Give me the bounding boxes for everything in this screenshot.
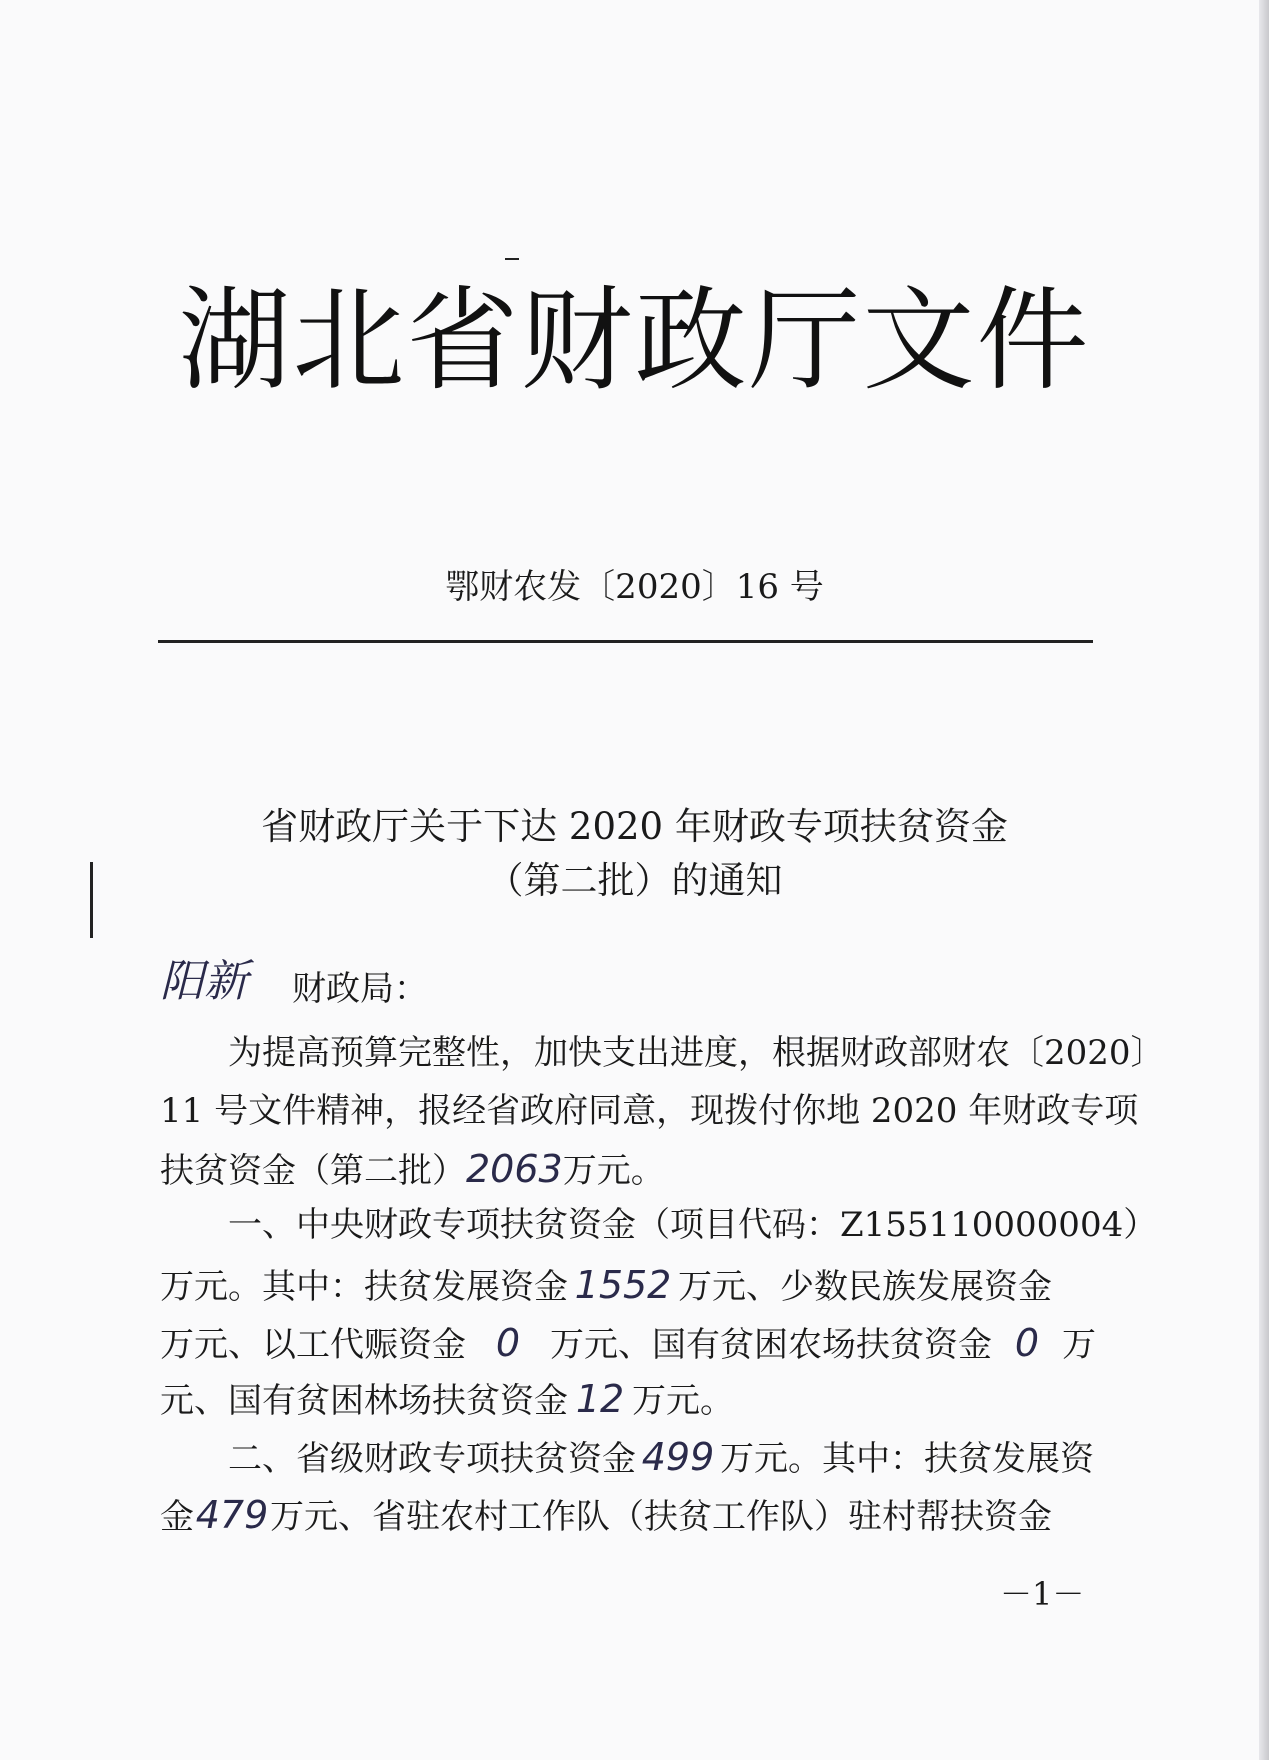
body-text: 万元。其中：扶贫发展资 — [720, 1439, 1094, 1479]
body-text: 元、国有贫困林场扶贫资金 — [160, 1381, 568, 1421]
body-text: 万元。 — [632, 1381, 734, 1421]
body-p3-line1 — [228, 1435, 1148, 1479]
handwritten-amount: 0 — [1014, 1321, 1040, 1365]
body-text: 万元、国有贫困农场扶贫资金 — [550, 1325, 992, 1365]
handwritten-amount: 12 — [575, 1377, 625, 1421]
body-p1-line3 — [160, 1147, 1080, 1191]
handwritten-amount: 499 — [641, 1435, 715, 1479]
scan-mark — [505, 258, 519, 260]
body-text: 万元、以工代赈资金 — [160, 1325, 466, 1365]
body-p2-line2 — [160, 1263, 1080, 1307]
body-p1-line2: 11 号文件精神，报经省政府同意，现拨付你地 2020 年财政专项 — [160, 1091, 1139, 1131]
handwritten-amount: 0 — [495, 1321, 521, 1365]
handwritten-amount: 479 — [195, 1493, 269, 1537]
body-text: 扶贫资金（第二批） — [160, 1151, 466, 1191]
subject-line-2: （第二批）的通知 — [486, 859, 783, 902]
header-divider — [158, 640, 1093, 643]
body-p2-line1: 一、中央财政专项扶贫资金（项目代码：Z155110000004） — [228, 1205, 1158, 1245]
body-text: 万元、少数民族发展资金 — [678, 1267, 1052, 1307]
body-p3-line2 — [160, 1493, 1080, 1537]
body-text: 万元、省驻农村工作队（扶贫工作队）驻村帮扶资金 — [270, 1497, 1052, 1537]
body-text: 金 — [160, 1497, 194, 1537]
body-text: 二、省级财政专项扶贫资金 — [228, 1439, 636, 1479]
body-p2-line3 — [160, 1321, 1096, 1365]
handwritten-addressee: 阳新 — [160, 956, 248, 1007]
document-header-title: 湖北省财政厅文件 — [178, 276, 1091, 406]
page-number: －1－ — [1000, 1575, 1085, 1613]
document-number: 鄂财农发〔2020〕16 号 — [445, 567, 824, 607]
body-p2-line4 — [160, 1377, 1080, 1421]
body-text: 万元。 — [562, 1151, 665, 1191]
handwritten-amount: 1552 — [574, 1263, 672, 1307]
subject-line-1: 省财政厅关于下达 2020 年财政专项扶贫资金 — [261, 805, 1008, 848]
body-p1-line1: 为提高预算完整性，加快支出进度，根据财政部财农〔2020〕 — [228, 1033, 1165, 1073]
body-text: 万元。其中：扶贫发展资金 — [160, 1267, 568, 1307]
body-text: 万 — [1062, 1325, 1096, 1365]
addressee-text: 财政局： — [292, 969, 428, 1009]
handwritten-amount: 2063 — [466, 1147, 563, 1191]
